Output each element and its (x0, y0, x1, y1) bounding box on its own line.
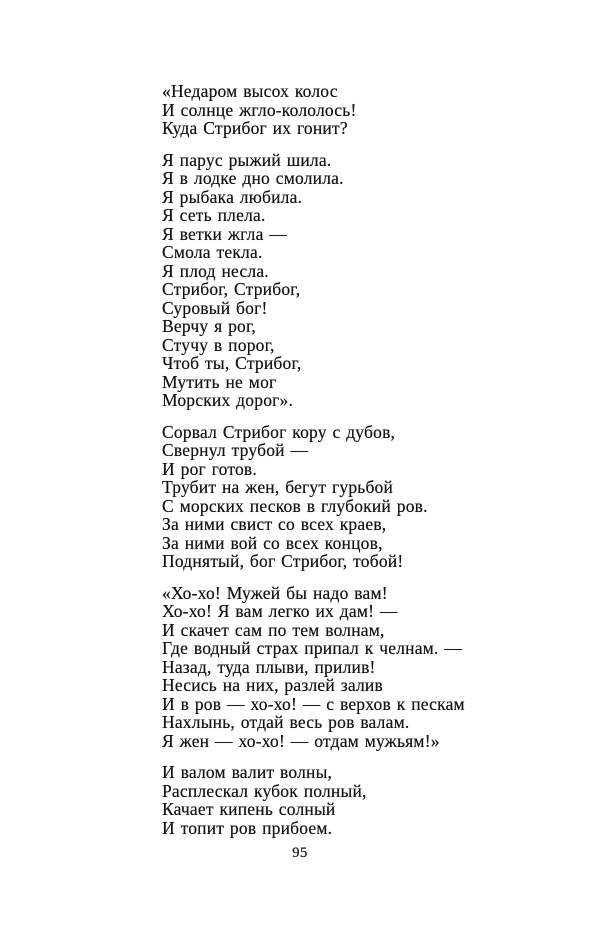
poem-line: За ними свист со всех краев, (162, 514, 387, 534)
poem-line: Стучу в порог, (162, 334, 275, 355)
poem-line: Я в лодке дно смолила. (162, 168, 344, 188)
poem-line: И скачет сам по тем волнам, (162, 619, 385, 640)
poem-line: Верчу я рог, (162, 316, 256, 336)
poem-line: Расплескал кубок полный, (162, 780, 367, 801)
poem (162, 82, 465, 837)
poem-line: Я сеть плела. (162, 205, 266, 225)
poem-line: Чтоб ты, Стрибог, (162, 353, 302, 373)
poem-line: Стрибог, Стрибог, (162, 279, 301, 299)
poem-line: Назад, туда плыви, прилив! (162, 656, 376, 677)
poem-line: «Недаром высох колос (162, 81, 338, 101)
poem-line: И рог готов. (162, 458, 257, 479)
poem-line: Я ветки жгла — (162, 223, 288, 244)
stanza (162, 151, 465, 410)
poem-line: Где водный страх припал к челнам. — (162, 638, 462, 658)
poem-line: Суровый бог! (162, 297, 268, 318)
poem-line: Нахлынь, отдай весь ров валам. (162, 712, 410, 732)
poem-line: Несись на них, разлей залив (162, 675, 383, 695)
poem-line: И валом валит волны, (162, 762, 333, 782)
poem-line: Я жен — хо-хо! — отдам мужьям!» (162, 730, 440, 751)
poem-line: Качает кипень солный (162, 799, 336, 819)
poem-line: За ними вой со всех концов, (162, 532, 383, 553)
poem-line: Поднятый, бог Стрибог, тобой! (162, 551, 404, 571)
stanza (162, 584, 465, 751)
poem-line: Я парус рыжий шила. (162, 149, 332, 170)
poem-line: Куда Стрибог их гонит? (162, 118, 348, 138)
poem-line: И солнце жгло-кололось! (162, 99, 357, 120)
poem-line: Сорвал Стрибог кору с дубов, (162, 421, 396, 442)
poem-line: «Хо-хо! Мужей бы надо вам! (162, 582, 388, 603)
stanza (162, 423, 465, 571)
poem-line: С морских песков в глубокий ров. (162, 495, 428, 516)
poem-line: Свернул трубой — (162, 440, 309, 460)
stanza (162, 763, 465, 837)
poem-line: И топит ров прибоем. (162, 817, 333, 838)
stanza (162, 82, 465, 138)
poem-line: Я рыбака любила. (162, 186, 303, 207)
poem-line: Мутить не мог (162, 371, 277, 392)
poem-line: Трубит на жен, бегут гурьбой (162, 477, 394, 497)
poem-line: Я плод несла. (162, 260, 269, 281)
poem-line: Смола текла. (162, 242, 263, 262)
poem-line: И в ров — хо-хо! — с верхов к пескам (162, 693, 465, 714)
poem-line: Морских дорог». (162, 390, 294, 410)
page-number: 95 (292, 845, 308, 861)
poem-line: Хо-хо! Я вам легко их дам! — (162, 601, 398, 621)
